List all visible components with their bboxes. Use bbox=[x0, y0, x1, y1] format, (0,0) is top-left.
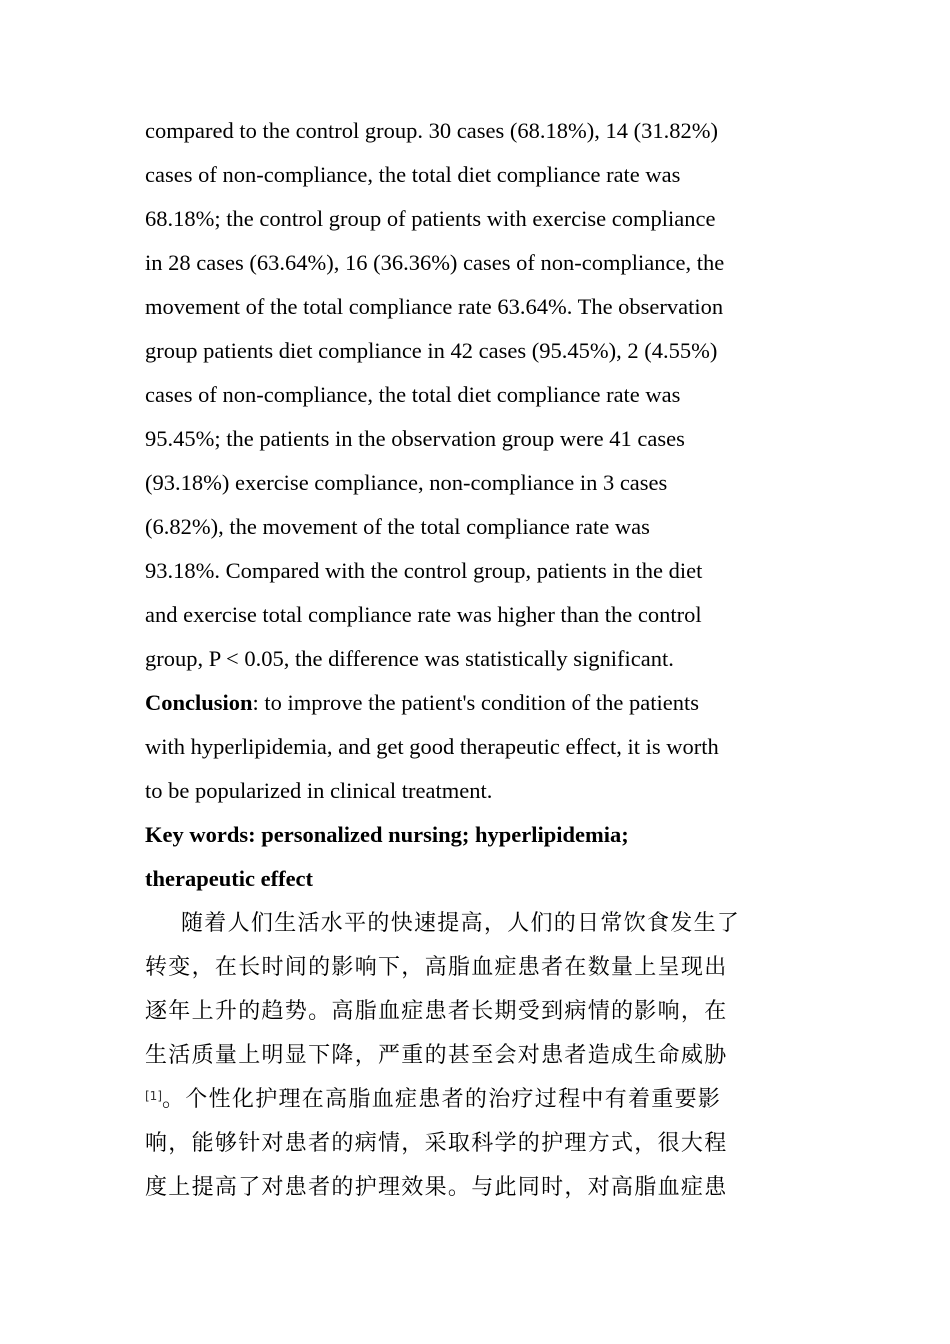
body-paragraph-line: 度上提高了对患者的护理效果。与此同时，对高脂血症患 bbox=[145, 1175, 728, 1200]
abstract-line: 93.18%. Compared with the control group, patients in the diet bbox=[145, 558, 703, 583]
abstract-line: 68.18%; the control group of patients with exercise compliance bbox=[145, 206, 716, 231]
abstract-line: cases of non-compliance, the total diet compliance rate was bbox=[145, 382, 681, 407]
abstract-line: cases of non-compliance, the total diet compliance rate was bbox=[145, 162, 681, 187]
abstract-line: in 28 cases (63.64%), 16 (36.36%) cases of non-compliance, the bbox=[145, 250, 725, 275]
conclusion-line: with hyperlipidemia, and get good therapeutic effect, it is worth bbox=[145, 734, 719, 759]
abstract-line: (93.18%) exercise compliance, non-compliance in 3 cases bbox=[145, 470, 668, 495]
citation-reference: [1] bbox=[145, 1089, 162, 1103]
body-paragraph-line bbox=[145, 1086, 721, 1114]
body-paragraph-line: 生活质量上明显下降，严重的甚至会对患者造成生命威胁 bbox=[145, 1043, 728, 1068]
abstract-line: group patients diet compliance in 42 cases (95.45%), 2 (4.55%) bbox=[145, 338, 718, 363]
abstract-line: 95.45%; the patients in the observation group were 41 cases bbox=[145, 426, 685, 451]
conclusion-label: Conclusion bbox=[145, 690, 253, 715]
keywords-line: therapeutic effect bbox=[145, 866, 314, 891]
abstract-line: compared to the control group. 30 cases (68.18%), 14 (31.82%) bbox=[145, 118, 718, 143]
abstract-line: movement of the total compliance rate 63.64%. The observation bbox=[145, 294, 724, 319]
body-paragraph-line: 随着人们生活水平的快速提高，人们的日常饮食发生了 bbox=[181, 911, 741, 936]
conclusion-line bbox=[145, 689, 699, 717]
body-paragraph-line: 转变，在长时间的影响下，高脂血症患者在数量上呈现出 bbox=[145, 955, 728, 980]
keywords-line: Key words: personalized nursing; hyperlipidemia; bbox=[145, 822, 629, 847]
conclusion-line: to be popularized in clinical treatment. bbox=[145, 778, 493, 803]
body-paragraph-line: 逐年上升的趋势。高脂血症患者长期受到病情的影响，在 bbox=[145, 999, 728, 1024]
abstract-line: and exercise total compliance rate was higher than the control bbox=[145, 602, 702, 627]
body-paragraph-text: 。个性化护理在高脂血症患者的治疗过程中有着重要影 bbox=[162, 1087, 722, 1112]
conclusion-text: : to improve the patient's condition of the patients bbox=[252, 690, 700, 715]
abstract-line: group, P < 0.05, the difference was statistically significant. bbox=[145, 646, 674, 671]
body-paragraph-line: 响，能够针对患者的病情，采取科学的护理方式，很大程 bbox=[145, 1131, 728, 1156]
abstract-line: (6.82%), the movement of the total compliance rate was bbox=[145, 514, 650, 539]
